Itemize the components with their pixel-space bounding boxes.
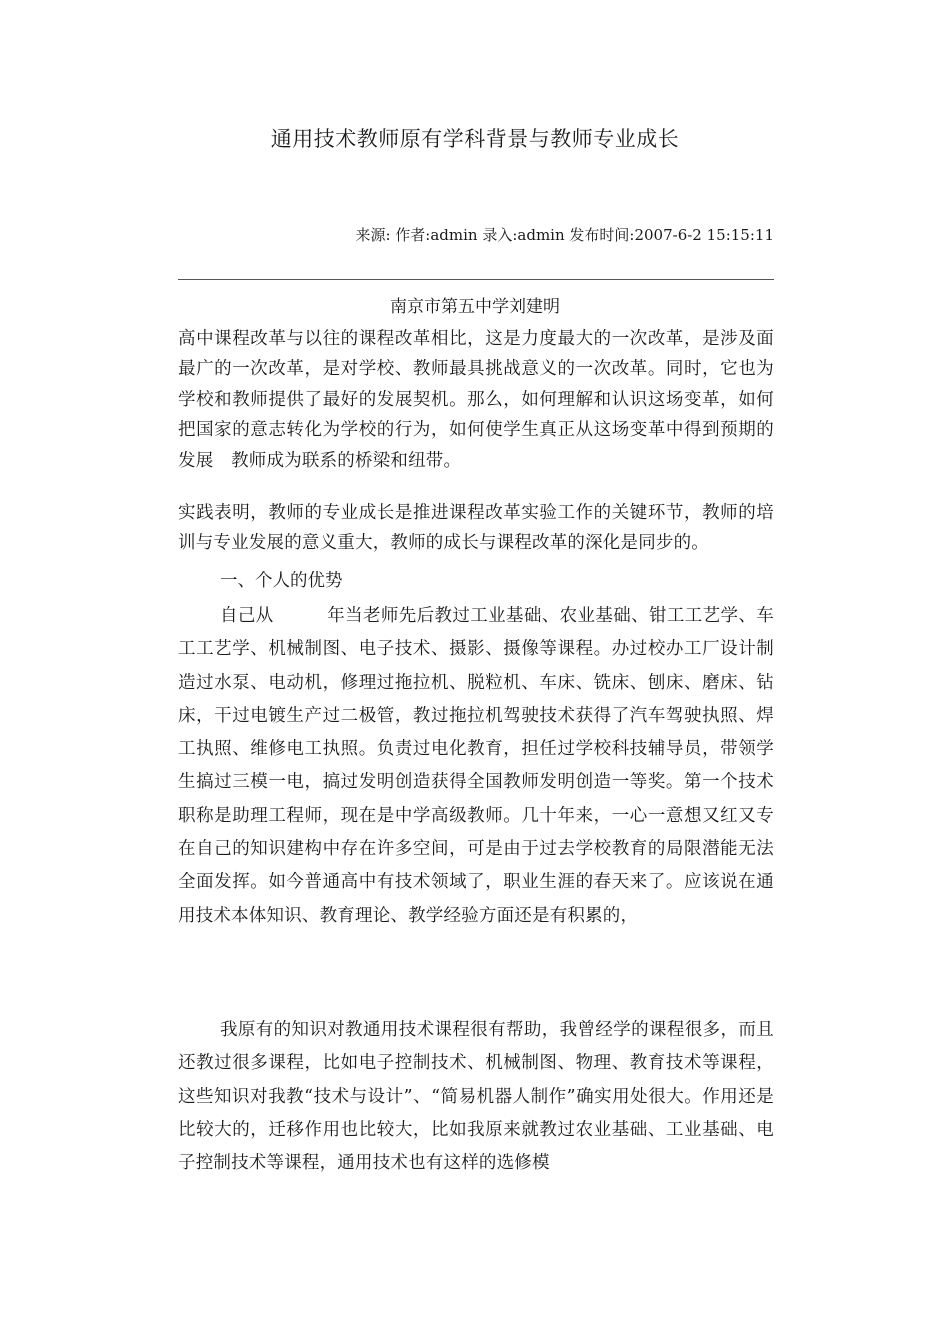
body-paragraph-2: 我原有的知识对教通用技术课程很有帮助，我曾经学的课程很多，而且还教过很多课程，比如电子控制技术、机械制图、物理、教育技术等课程，这些知识对我教“技术与设计”、“简易机器人制作”确实用处很大。作用还是比较大的，迁移作用也比较大，比如我原来就教过农业基础、工业基础、电子控制技术等课程，通用技术也有这样的选修模 [178, 1020, 774, 1174]
section-heading: 一、个人的优势 [220, 571, 343, 591]
practice-paragraph: 实践表明，教师的专业成长是推进课程改革实验工作的关键环节，教师的培训与专业发展的意义重大，教师的成长与课程改革的深化是同步的。 [178, 503, 774, 554]
article-meta: 来源: 作者:admin 录入:admin 发布时间:2007-6-2 15:15:11 [355, 226, 774, 244]
body-paragraph-1: 自己从 年当老师先后教过工业基础、农业基础、钳工工艺学、车工工艺学、机械制图、电子技术、摄影、摄像等课程。办过校办工厂设计制造过水泵、电动机，修理过拖拉机、脱粒机、车床、铣床、刨床、磨床、钻床，干过电镀生产过二极管，教过拖拉机驾驶技术获得了汽车驾驶执照、焊工执照、维修电工执照。负责过电化教育，担任过学校科技辅导员，带领学生搞过三模一电，搞过发明创造获得全国教师发明创造一等奖。第一个技术职称是助理工程师，现在是中学高级教师。几十年来，一心一意想又红又专在自己的知识建构中存在许多空间，可是由于过去学校教育的局限潜能无法全面发挥。如今普通高中有技术领域了，职业生涯的春天来了。应该说在通用技术本体知识、教育理论、教学经验方面还是有积累的， [178, 606, 774, 926]
article-author: 南京市第五中学刘建明 [390, 297, 560, 317]
divider-line [178, 279, 774, 280]
intro-paragraph: 高中课程改革与以往的课程改革相比，这是力度最大的一次改革，是涉及面最广的一次改革，是对学校、教师最具挑战意义的一次改革。同时，它也为学校和教师提供了最好的发展契机。那么，如何理解和认识这场变革，如何把国家的意志转化为学校的行为，如何使学生真正从这场变革中得到预期的发展 教师成为联系的桥梁和纽带。 [178, 329, 774, 471]
article-title: 通用技术教师原有学科背景与教师专业成长 [270, 127, 680, 151]
